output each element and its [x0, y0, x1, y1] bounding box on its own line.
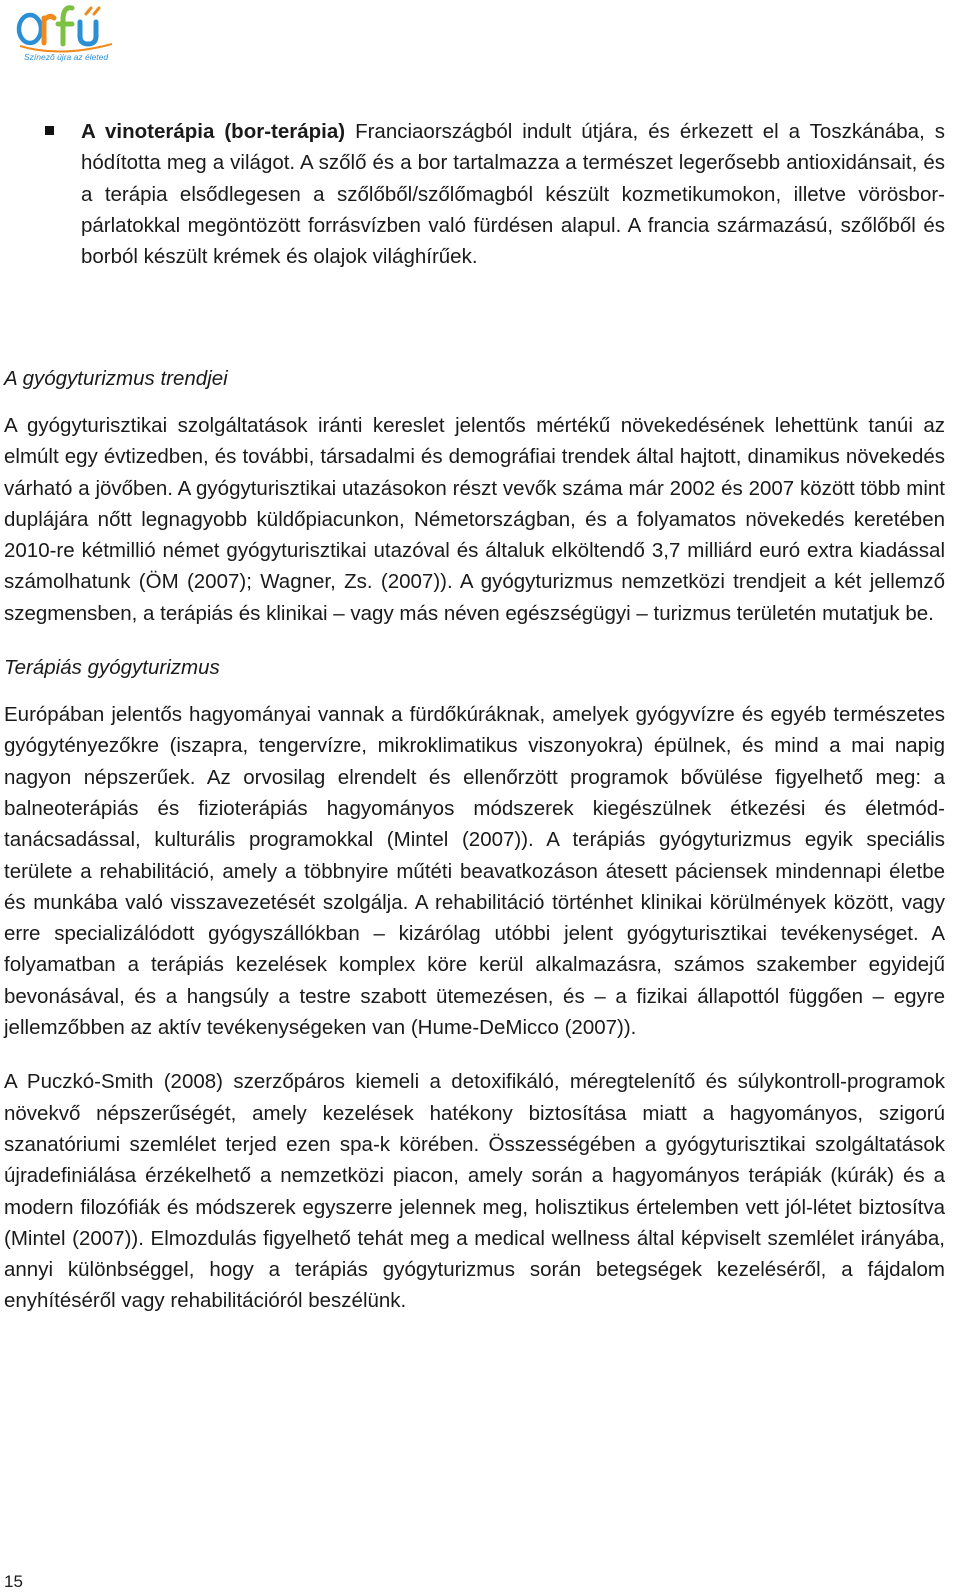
bullet-list-item: [45, 116, 945, 272]
paragraph-trends: A gyógyturisztikai szolgáltatások iránti kereslet jelentős mértékű növekedésének lehettünk tanúi az elmúlt egy évtizedben, és további, társadalmi és demográfiai trendek által hajtott, dinamikus növekedés várható a jövőben. A gyógyturisztikai utazásokon részt vevők száma már 2002 és 2007 között több mint duplájára nőtt legnagyobb küldőpiacunkon, Németországban, és a folyamatos növekedés keretében 2010-re kétmillió német gyógyturisztikai utazóval és általuk elköltendő 3,7 milliárd euró extra kiadással számolhatunk (ÖM (2007); Wagner, Zs. (2007)). A gyógyturizmus nemzetközi trendjeit a két jellemző szegmensben, a terápiás és klinikai – vagy más néven egészségügyi – turizmus területén mutatjuk be.: [4, 414, 945, 625]
main-content: [4, 363, 945, 1317]
logo-tagline: Színező újra az életed: [24, 52, 109, 62]
page-number: 15: [4, 1572, 23, 1591]
paragraph-therapeutic-1: Európában jelentős hagyományai vannak a fürdőkúráknak, amelyek gyógyvízre és egyéb természetes gyógytényezőkre (iszapra, tengervízre, mikroklimatikus viszonyokra) épülnek, és mind a mai napig nagyon népszerűek. Az orvosilag elrendelt és ellenőrzött programok bővülése figyelhető meg: a balneoterápiás és fizioterápiás hagyományos módszerek kiegészülnek étkezési és életmód-tanácsadással, kulturális programokkal (Mintel (2007)). A terápiás gyógyturizmus egyik speciális területe a rehabilitáció, amely a többnyire műtéti beavatkozáson átesett páciensek mindennapi életbe és munkába való visszavezetését szolgálja. A rehabilitáció történhet klinikai körülmények között, vagy erre specializálódott gyógyszállókban – kizárólag utóbbi jelent gyógyturisztikai tevékenységet. A folyamatban a terápiás kezelések komplex köre kerül alkalmazásra, számos szakember egyidejű bevonásával, és a hangsúly a testre szabott ütemezésen, és – a fizikai állapottól függően – egyre jellemzőbben az aktív tevékenységeken van (Hume-DeMicco (2007)).: [4, 703, 945, 1040]
section-heading-therapeutic: Terápiás gyógyturizmus: [4, 656, 220, 680]
square-bullet-icon: [45, 126, 54, 135]
section-heading-trends: A gyógyturizmus trendjei: [4, 367, 228, 390]
orfu-logo: [14, 2, 126, 64]
paragraph-therapeutic-2: A Puczkó-Smith (2008) szerzőpáros kiemeli a detoxifikáló, méregtelenítő és súlykontroll-programok növekvő népszerűségét, amely kezelések hatékony biztosítása miatt a hagyományos, szigorú szanatóriumi szemlélet terjed ezen spa-k körében. Összességében a gyógyturisztikai szolgáltatások újradefiniálása érzékelhető a nemzetközi piacon, amely során a hagyományos terápiák (kúrák) és a modern filozófiák és módszerek egyszerre jelennek meg, holisztikus értelemben vett jól-létet biztosítva (Mintel (2007)). Elmozdulás figyelhető tehát meg a medical wellness által képviselt szemlélet irányába, annyi különbséggel, hogy a terápiás gyógyturizmus során betegségek kezeléséről, a fájdalom enyhítéséről vagy rehabilitációról beszélünk.: [4, 1070, 945, 1313]
orfu-logo-graphic: [14, 2, 126, 64]
bullet-term: A vinoterápia (bor-terápia): [81, 120, 346, 143]
bullet-paragraph: [81, 116, 945, 272]
bullet-body: Franciaországból indult útjára, és érkezett el a Toszkánába, s hódította meg a világot. A szőlő és a bor tartalmazza a természet legerősebb antioxidánsait, és a terápia elsődlegesen a szőlőből/szőlőmagból készült kozmetikumokon, illetve vörösbor-párlatokkal megöntözött forrásvízben való fürdésen alapul. A francia származású, szőlőből és borból készült krémek és olajok világhírűek.: [81, 120, 945, 269]
